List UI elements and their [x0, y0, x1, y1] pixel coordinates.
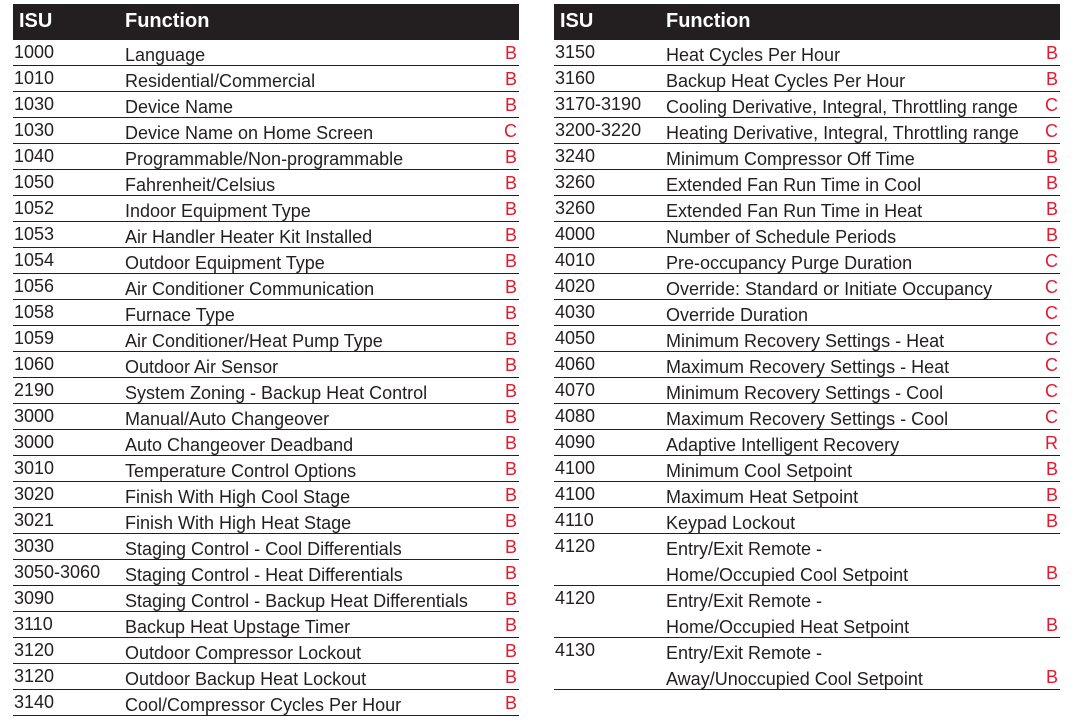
access-level: B [504, 303, 517, 323]
function-line: Maximum Recovery Settings - Heat [666, 357, 950, 377]
function-name [666, 302, 808, 328]
table-row [13, 404, 519, 430]
isu-code: 2190 [14, 380, 55, 400]
isu-code: 4030 [555, 302, 596, 322]
access-level: C [1045, 303, 1058, 323]
isu-code: 1052 [14, 198, 55, 218]
isu-code: 4130 [555, 640, 596, 660]
table-row [13, 118, 519, 144]
isu-code: 3170-3190 [555, 94, 642, 114]
access-level: B [504, 433, 517, 453]
isu-code: 1054 [14, 250, 55, 270]
function-line: Override Duration [666, 305, 809, 325]
table-row [554, 144, 1060, 170]
access-level: B [1045, 511, 1058, 531]
function-name [125, 302, 235, 328]
isu-code: 4020 [555, 276, 596, 296]
function-name [125, 42, 205, 68]
function-name [125, 510, 351, 536]
table-row [554, 534, 1060, 586]
function-line: Finish With High Heat Stage [125, 513, 352, 533]
isu-code: 1030 [14, 94, 55, 114]
isu-code: 3010 [14, 458, 55, 478]
access-level: B [504, 173, 517, 193]
access-level: C [1045, 407, 1058, 427]
function-line: Language [125, 45, 206, 65]
function-line: Finish With High Cool Stage [125, 487, 351, 507]
access-level: B [504, 641, 517, 661]
access-level: B [1045, 485, 1058, 505]
function-column-header: Function [666, 10, 751, 32]
table-row [554, 300, 1060, 326]
access-level: B [504, 407, 517, 427]
access-level: B [1045, 563, 1058, 583]
access-level: B [1045, 147, 1058, 167]
table-row [13, 456, 519, 482]
table-row [13, 196, 519, 222]
table-row [13, 222, 519, 248]
function-name [666, 588, 909, 640]
function-name [125, 484, 350, 510]
function-name [666, 458, 852, 484]
isu-code: 3120 [14, 640, 55, 660]
access-level: B [504, 615, 517, 635]
function-line: Pre-occupancy Purge Duration [666, 253, 913, 273]
access-level: C [1045, 381, 1058, 401]
function-line: Outdoor Equipment Type [125, 253, 325, 273]
table-row [13, 664, 519, 690]
table-row [554, 638, 1060, 690]
function-line: Device Name [125, 97, 234, 117]
access-level: B [1045, 173, 1058, 193]
function-name [125, 536, 402, 562]
function-column-header: Function [125, 10, 210, 32]
access-level: R [1045, 433, 1058, 453]
access-level: B [1045, 225, 1058, 245]
function-name [125, 328, 383, 354]
function-line: Minimum Recovery Settings - Cool [666, 383, 944, 403]
access-level: C [1045, 277, 1058, 297]
access-level: B [504, 95, 517, 115]
isu-code: 4060 [555, 354, 596, 374]
function-name [666, 276, 992, 302]
isu-code: 3120 [14, 666, 55, 686]
table-row [13, 92, 519, 118]
function-name [666, 42, 840, 68]
table-row [13, 326, 519, 352]
table-row [13, 638, 519, 664]
function-line: Entry/Exit Remote - [666, 591, 823, 611]
table-row [13, 170, 519, 196]
function-line: Override: Standard or Initiate Occupancy [666, 279, 993, 299]
isu-column-header: ISU [19, 10, 53, 32]
function-name [125, 354, 278, 380]
isu-code: 3150 [555, 42, 596, 62]
function-line: Backup Heat Cycles Per Hour [666, 71, 906, 91]
isu-code: 1053 [14, 224, 55, 244]
access-level: B [504, 589, 517, 609]
function-line: Maximum Recovery Settings - Cool [666, 409, 949, 429]
function-line: Residential/Commercial [125, 71, 316, 91]
function-line: Home/Occupied Cool Setpoint [666, 565, 909, 585]
function-name [125, 198, 311, 224]
function-line: Staging Control - Heat Differentials [125, 565, 403, 585]
function-name [125, 588, 468, 614]
function-line: Staging Control - Backup Heat Differentials [125, 591, 468, 611]
function-name [666, 536, 908, 588]
table-row [13, 482, 519, 508]
access-level: B [504, 225, 517, 245]
table-row [554, 92, 1060, 118]
access-level: B [504, 693, 517, 713]
table-row [13, 352, 519, 378]
table-row [554, 482, 1060, 508]
function-line: Extended Fan Run Time in Cool [666, 175, 922, 195]
access-level: C [1045, 251, 1058, 271]
access-level: B [504, 69, 517, 89]
function-line: Outdoor Backup Heat Lockout [125, 669, 367, 689]
function-line: Air Conditioner Communication [125, 279, 375, 299]
function-name [125, 94, 233, 120]
table-row [554, 352, 1060, 378]
function-line: Temperature Control Options [125, 461, 357, 481]
function-line: Air Conditioner/Heat Pump Type [125, 331, 383, 351]
function-name [666, 484, 858, 510]
function-name [125, 640, 361, 666]
function-name [666, 250, 912, 276]
function-line: Backup Heat Upstage Timer [125, 617, 351, 637]
table-row [13, 40, 519, 66]
access-level: B [504, 667, 517, 687]
function-line: System Zoning - Backup Heat Control [125, 383, 428, 403]
function-name [125, 250, 325, 276]
table-row [13, 144, 519, 170]
function-line: Heat Cycles Per Hour [666, 45, 841, 65]
isu-code: 4090 [555, 432, 596, 452]
access-level: B [504, 277, 517, 297]
function-name [125, 406, 329, 432]
function-name [666, 198, 922, 224]
function-name [666, 640, 923, 692]
isu-code: 3260 [555, 198, 596, 218]
function-line: Keypad Lockout [666, 513, 796, 533]
function-line: Auto Changeover Deadband [125, 435, 354, 455]
table-row [13, 560, 519, 586]
function-line: Minimum Recovery Settings - Heat [666, 331, 945, 351]
table-row [13, 300, 519, 326]
function-name [125, 614, 350, 640]
access-level: C [1045, 121, 1058, 141]
isu-code: 3110 [14, 614, 53, 634]
function-line: Heating Derivative, Integral, Throttling range [666, 123, 1019, 143]
table-row [554, 66, 1060, 92]
isu-code: 3021 [14, 510, 55, 530]
table-row [554, 430, 1060, 456]
isu-code: 3000 [14, 432, 55, 452]
access-level: B [504, 563, 517, 583]
isu-code: 1000 [14, 42, 55, 62]
table-row [13, 66, 519, 92]
isu-code: 1056 [14, 276, 55, 296]
table-row [554, 196, 1060, 222]
table-header [13, 4, 519, 40]
function-name [125, 68, 315, 94]
function-name [666, 510, 795, 536]
access-level: C [504, 121, 517, 141]
function-line: Extended Fan Run Time in Heat [666, 201, 923, 221]
function-line: Outdoor Compressor Lockout [125, 643, 362, 663]
function-name [125, 380, 427, 406]
function-name [666, 354, 949, 380]
isu-column-header: ISU [560, 10, 594, 32]
isu-code: 4000 [555, 224, 596, 244]
access-level: C [1045, 355, 1058, 375]
table-row [13, 508, 519, 534]
function-name [125, 666, 366, 692]
table-row [13, 690, 519, 716]
table-row [554, 508, 1060, 534]
isu-code: 4110 [555, 510, 594, 530]
isu-code: 4050 [555, 328, 596, 348]
left-isu-table [13, 4, 519, 716]
isu-code: 1059 [14, 328, 55, 348]
function-line: Maximum Heat Setpoint [666, 487, 859, 507]
table-row [13, 430, 519, 456]
access-level: B [504, 537, 517, 557]
right-isu-table [554, 4, 1060, 690]
isu-code: 1058 [14, 302, 55, 322]
isu-code: 3000 [14, 406, 55, 426]
function-name [666, 432, 899, 458]
isu-code: 4120 [555, 536, 596, 556]
access-level: B [504, 147, 517, 167]
function-name [666, 94, 1018, 120]
function-line: Manual/Auto Changeover [125, 409, 330, 429]
access-level: B [1045, 69, 1058, 89]
function-name [125, 146, 403, 172]
isu-code: 3050-3060 [14, 562, 101, 582]
access-level: B [504, 459, 517, 479]
function-line: Cool/Compressor Cycles Per Hour [125, 695, 402, 715]
function-name [125, 120, 373, 146]
function-name [125, 458, 356, 484]
function-line: Adaptive Intelligent Recovery [666, 435, 900, 455]
function-line: Cooling Derivative, Integral, Throttling range [666, 97, 1018, 117]
table-row [554, 40, 1060, 66]
function-line: Home/Occupied Heat Setpoint [666, 617, 910, 637]
function-name [666, 406, 948, 432]
isu-code: 4080 [555, 406, 596, 426]
isu-code: 3160 [555, 68, 596, 88]
table-header [554, 4, 1060, 40]
table-row [554, 274, 1060, 300]
access-level: B [504, 329, 517, 349]
isu-code: 1060 [14, 354, 55, 374]
function-line: Entry/Exit Remote - [666, 643, 823, 663]
function-name [125, 172, 275, 198]
table-row [554, 326, 1060, 352]
isu-code: 3260 [555, 172, 596, 192]
isu-code: 1050 [14, 172, 55, 192]
left-table-rows [13, 40, 519, 716]
function-name [125, 562, 403, 588]
function-name [666, 68, 905, 94]
isu-code: 4070 [555, 380, 596, 400]
function-name [666, 224, 896, 250]
table-row [554, 170, 1060, 196]
function-name [666, 120, 1019, 146]
access-level: B [1045, 43, 1058, 63]
access-level: B [504, 381, 517, 401]
function-line: Furnace Type [125, 305, 235, 325]
function-name [666, 172, 921, 198]
access-level: B [504, 43, 517, 63]
function-name [125, 276, 374, 302]
isu-code: 3140 [14, 692, 55, 712]
table-row [554, 378, 1060, 404]
access-level: B [1045, 199, 1058, 219]
table-row [554, 456, 1060, 482]
isu-code: 1010 [14, 68, 55, 88]
function-line: Minimum Cool Setpoint [666, 461, 853, 481]
access-level: B [504, 355, 517, 375]
function-line: Programmable/Non-programmable [125, 149, 404, 169]
table-row [13, 534, 519, 560]
isu-code: 3020 [14, 484, 55, 504]
function-name [125, 692, 401, 718]
function-name [666, 328, 944, 354]
access-level: C [1045, 329, 1058, 349]
function-line: Minimum Compressor Off Time [666, 149, 915, 169]
function-line: Entry/Exit Remote - [666, 539, 823, 559]
isu-code: 1040 [14, 146, 55, 166]
access-level: B [504, 199, 517, 219]
function-name [666, 146, 915, 172]
function-line: Fahrenheit/Celsius [125, 175, 276, 195]
access-level: B [1045, 459, 1058, 479]
table-row [13, 378, 519, 404]
function-name [125, 224, 372, 250]
table-row [554, 222, 1060, 248]
table-row [554, 118, 1060, 144]
isu-code: 4100 [555, 484, 596, 504]
isu-code: 3030 [14, 536, 55, 556]
isu-code: 1030 [14, 120, 55, 140]
function-name [125, 432, 353, 458]
table-row [554, 248, 1060, 274]
right-table-rows [554, 40, 1060, 690]
function-line: Outdoor Air Sensor [125, 357, 279, 377]
function-line: Number of Schedule Periods [666, 227, 897, 247]
access-level: B [1045, 667, 1058, 687]
access-level: B [1045, 615, 1058, 635]
access-level: C [1045, 95, 1058, 115]
table-row [13, 274, 519, 300]
function-line: Air Handler Heater Kit Installed [125, 227, 373, 247]
table-row [13, 586, 519, 612]
table-row [554, 404, 1060, 430]
isu-code: 3240 [555, 146, 596, 166]
table-row [13, 248, 519, 274]
function-line: Indoor Equipment Type [125, 201, 311, 221]
isu-code: 4010 [555, 250, 596, 270]
table-row [554, 586, 1060, 638]
function-name [666, 380, 943, 406]
isu-code: 4100 [555, 458, 596, 478]
access-level: B [504, 511, 517, 531]
isu-code: 3200-3220 [555, 120, 642, 140]
table-row [13, 612, 519, 638]
function-line: Device Name on Home Screen [125, 123, 374, 143]
function-line: Staging Control - Cool Differentials [125, 539, 402, 559]
access-level: B [504, 251, 517, 271]
access-level: B [504, 485, 517, 505]
isu-code: 3090 [14, 588, 55, 608]
isu-code: 4120 [555, 588, 596, 608]
function-line: Away/Unoccupied Cool Setpoint [666, 669, 923, 689]
